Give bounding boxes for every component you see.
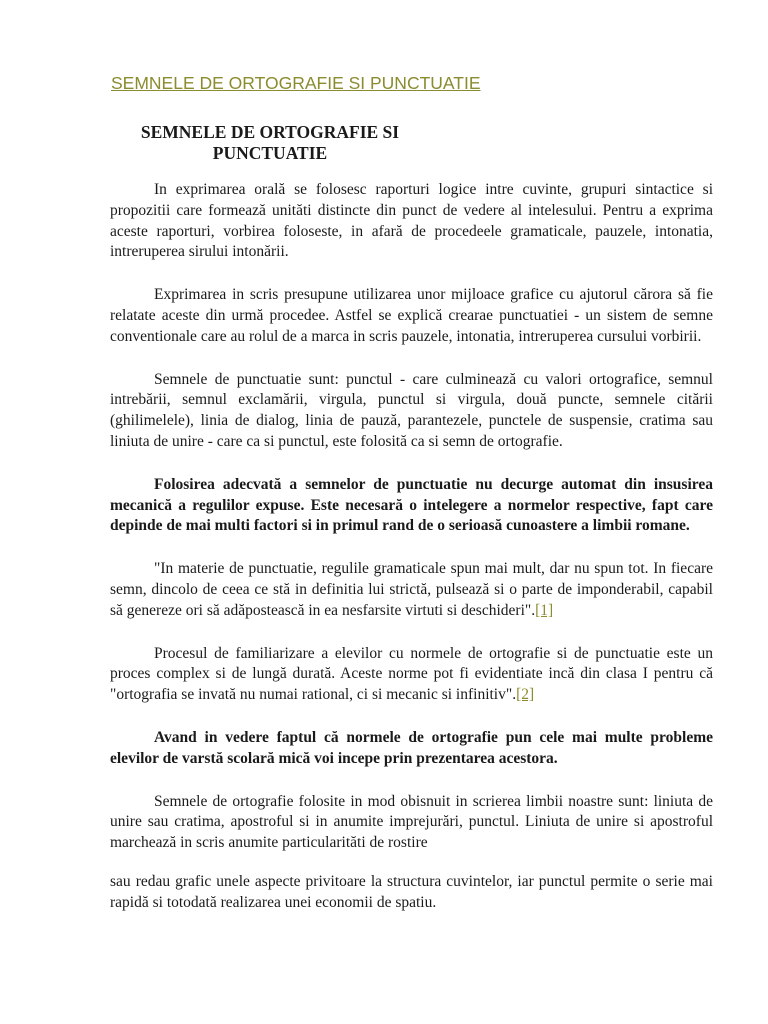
- paragraph-text: sau redau grafic unele aspecte privitoare la structura cuvintelor, iar punctul permite o serie mai rapidă si totodată realizarea unei economii de spatiu.: [110, 872, 713, 911]
- document-title-link[interactable]: SEMNELE DE ORTOGRAFIE SI PUNCTUATIE: [111, 73, 481, 93]
- paragraph-oral-expression: [110, 180, 713, 263]
- paragraph-spelling-norms: [110, 728, 713, 770]
- paragraph-text: Exprimarea in scris presupune utilizarea unor mijloace grafice cu ajutorul cărora să fie relatate aceste din urmă procedee. Astfel se explică crearae punctuatiei - un sistem de semne conventionale care au rolul de a marca in scris pauzele, intonatia, intreruperea cursului vorbirii.: [110, 286, 713, 345]
- paragraph-text: "In materie de punctuatie, regulile gramaticale spun mai mult, dar nu spun tot. In fiecare semn, dincolo de ceea ce stă in definitia lui strictă, pulsează si o parte de imponderabil, capabil să genereze ori să adăpostească in ea nesfarsite virtuti si deschideri".: [110, 560, 713, 619]
- paragraph-continuation: [110, 872, 713, 914]
- document-body: [110, 180, 713, 914]
- paragraph-adequate-use: [110, 475, 713, 537]
- footnote-link-2[interactable]: [2]: [516, 686, 535, 704]
- paragraph-text: Procesul de familiarizare a elevilor cu normele de ortografie si de punctuatie este un proces complex si de lungă durată. Aceste norme pot fi evidentiate incă din clasa I pentru că "ortografia se invată nu numai rational, ci si mecanic si infinitiv".: [110, 644, 713, 704]
- document-heading: [110, 122, 430, 164]
- paragraph-text: Semnele de punctuatie sunt: punctul - care culminează cu valori ortografice, semnul intrebării, semnul exclamării, virgula, punctul si virgula, două puncte, semnele citării (ghilimelele), linia de dialog, linia de pauză, parantezele, punctele de suspensie, cratima sau liniuta de unire - care ca si punctul, este folosită ca si semn de ortografie.: [110, 370, 713, 450]
- paragraph-quote: [110, 559, 713, 621]
- paragraph-punctuation-signs: [110, 370, 713, 453]
- heading-line-2: PUNCTUATIE: [212, 143, 328, 163]
- paragraph-text: Semnele de ortografie folosite in mod obisnuit in scrierea limbii noastre sunt: liniuta de unire sau cratima, apostroful si in anumite imprejurări, punctul. Liniuta de unire si apostroful marchează in scris anumite particularităti de rostire: [110, 792, 713, 852]
- heading-line-1: SEMNELE DE ORTOGRAFIE SI: [140, 122, 400, 142]
- paragraph-spelling-signs: [110, 792, 713, 854]
- footnote-link-1[interactable]: [1]: [535, 601, 554, 619]
- paragraph-text: In exprimarea orală se folosesc raporturi logice intre cuvinte, grupuri sintactice si propozitii care formează unităti distincte din punct de vedere al intelesului. Pentru a exprima aceste raporturi, vorbirea foloseste, in afară de procedeele gramaticale, pauzele, intonatia, intreruperea sirului intonării.: [110, 181, 713, 261]
- paragraph-written-expression: [110, 285, 713, 347]
- paragraph-text: Folosirea adecvată a semnelor de punctuatie nu decurge automat din insusirea mecanică a regulilor expuse. Este necesară o intelegere a normelor respective, fapt care depinde de mai multi factori si in primul rand de o serioasă cunoastere a limbii romane.: [110, 475, 713, 535]
- paragraph-text: Avand in vedere faptul că normele de ortografie pun cele mai multe probleme elevilor de varstă scolară mică voi incepe prin prezentarea acestora.: [110, 728, 713, 767]
- paragraph-familiarization: [110, 644, 713, 706]
